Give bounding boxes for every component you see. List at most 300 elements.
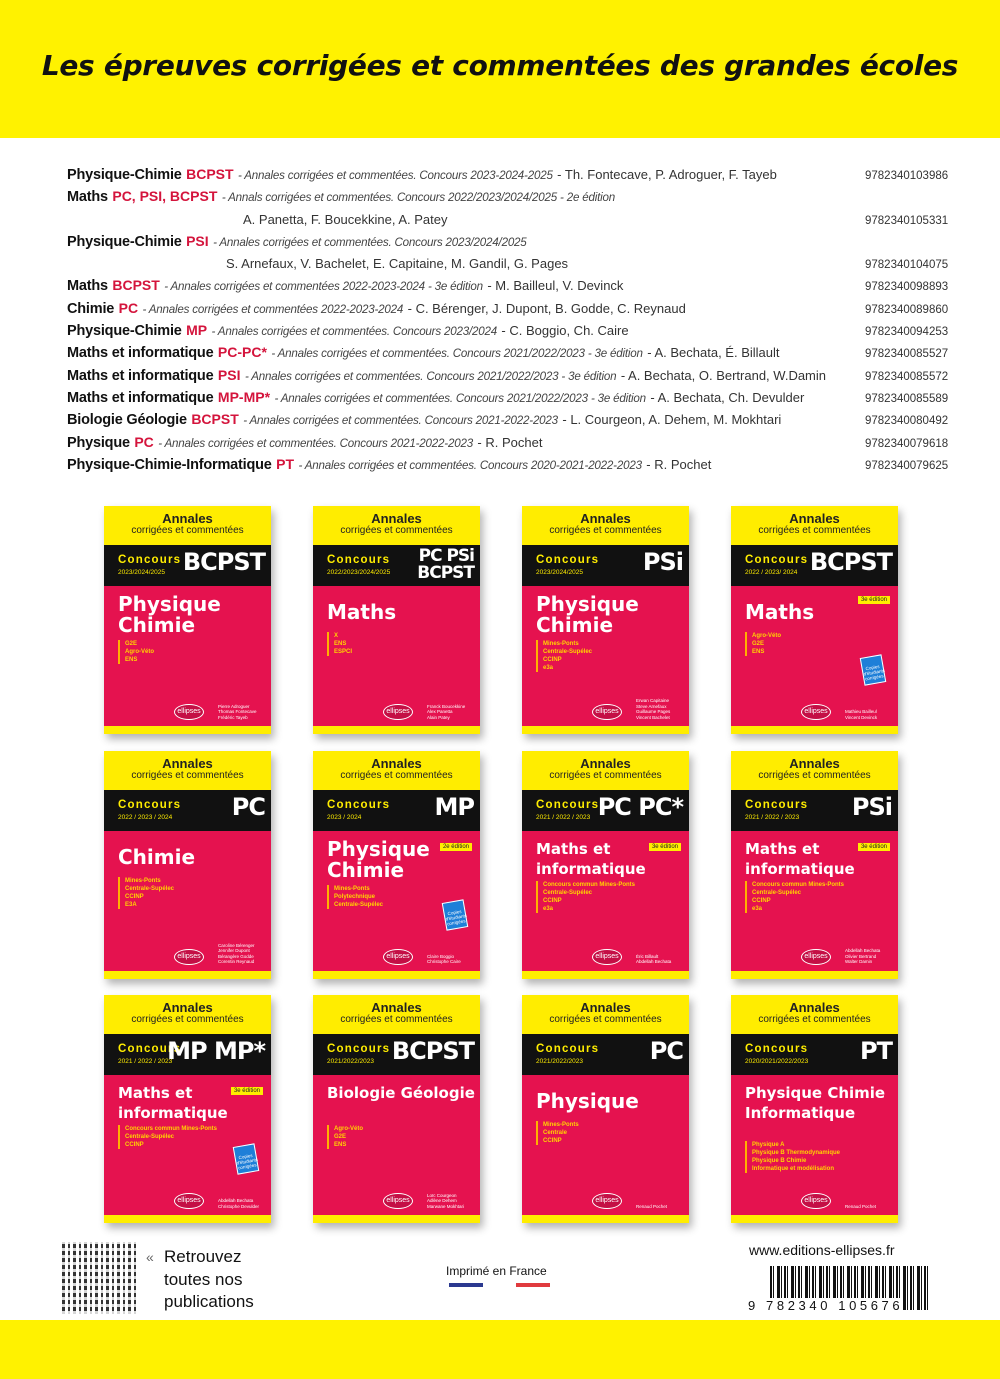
cover-subtitle: corrigées et commentées xyxy=(758,1014,871,1025)
school: CCINP xyxy=(543,1138,562,1144)
cover-schools xyxy=(536,1121,579,1145)
cover-title: Maths et informatique xyxy=(745,839,855,878)
cover-header xyxy=(731,506,898,545)
author: Abdellah Bechata xyxy=(218,1198,254,1203)
cover-band xyxy=(522,790,689,831)
description: - Annales corrigées et commentées. Concours 2021/2022/2023 - 3e édition xyxy=(244,369,617,383)
list-row xyxy=(67,322,947,344)
cover-authors xyxy=(845,1204,895,1210)
copies-badge: Copies d'étudiants corrigées xyxy=(233,1143,260,1174)
series: PSI xyxy=(186,232,209,249)
cover-concours: Concours xyxy=(536,798,600,811)
list-row-text xyxy=(67,277,865,295)
cover-series: BCPST xyxy=(182,548,265,576)
cover-header xyxy=(313,995,480,1034)
list-row xyxy=(67,344,947,366)
book-cover[interactable] xyxy=(522,506,689,734)
cover-schools xyxy=(118,877,174,909)
cover-header xyxy=(731,995,898,1034)
author: Caroline Bérenger xyxy=(218,942,255,948)
cover-bottom-strip xyxy=(104,971,271,979)
authors: A. Panetta, F. Boucekkine, A. Patey xyxy=(243,211,448,227)
description: - Annales corrigées et commentées. Concours 2023/2024/2025 xyxy=(213,235,527,249)
author: Jennifer Dupont xyxy=(218,948,250,953)
school: Agro-Véto xyxy=(125,649,154,655)
series: BCPST xyxy=(186,166,234,182)
cover-bottom-strip xyxy=(522,971,689,979)
cover-header xyxy=(522,751,689,790)
book-title: Physique xyxy=(67,434,130,451)
school: ENS xyxy=(752,649,765,655)
cover-authors xyxy=(845,709,895,720)
cover-header xyxy=(522,995,689,1034)
isbn: 9782340098893 xyxy=(865,281,949,294)
ellipses-logo: ellipses xyxy=(174,704,204,720)
book-cover[interactable] xyxy=(731,995,898,1223)
cover-concours: Concours xyxy=(745,554,809,566)
cover-annales: Annales xyxy=(789,755,840,771)
cover-title: Biologie Géologie xyxy=(327,1084,475,1102)
author: Guillaume Pages xyxy=(636,709,671,714)
page-title: Les épreuves corrigées et commentées des grandes écoles xyxy=(41,48,959,82)
cover-concours: Concours xyxy=(118,1043,182,1055)
cover-series: PC PSi BCPST xyxy=(417,546,474,583)
cover-years: 2021/2022/2023 xyxy=(327,1058,374,1065)
cover-concours: Concours xyxy=(745,1043,809,1055)
cover-title: Physique Chimie xyxy=(118,592,221,637)
series: PC-PC* xyxy=(217,344,267,361)
isbn: 9782340085589 xyxy=(865,392,949,405)
ellipses-logo: ellipses xyxy=(383,949,413,965)
cover-bottom-strip xyxy=(313,971,480,979)
cover-annales: Annales xyxy=(789,1000,840,1015)
school: Physique B Thermodynamique xyxy=(752,1150,841,1156)
cover-header xyxy=(731,751,898,790)
cover-band xyxy=(104,1034,271,1075)
author: Vincent Bachelet xyxy=(636,714,670,720)
author: Bérangère Godde xyxy=(218,953,254,959)
cover-schools xyxy=(536,640,592,672)
cover-band xyxy=(522,1034,689,1075)
authors: - A. Bechata, O. Bertrand, W.Damin xyxy=(620,367,827,383)
cover-concours: Concours xyxy=(118,798,182,811)
book-cover[interactable] xyxy=(731,751,898,979)
cover-years: 2021/2022/2023 xyxy=(536,1058,583,1065)
ellipses-logo: ellipses xyxy=(174,1193,204,1209)
list-row-text xyxy=(67,456,865,474)
school: Centrale-Supélec xyxy=(125,1134,175,1140)
list-row xyxy=(67,233,947,255)
school: Concours commun Mines-Ponts xyxy=(125,1126,218,1132)
cover-schools xyxy=(118,1125,217,1149)
author: Walter Damin xyxy=(845,959,873,964)
list-row xyxy=(67,255,947,277)
cover-band xyxy=(104,790,271,831)
cover-authors xyxy=(427,704,477,721)
cover-subtitle: corrigées et commentées xyxy=(758,525,871,536)
description: - Annales corrigées et commentées. Concours 2020-2021-2022-2023 xyxy=(298,458,642,472)
school: Concours commun Mines-Ponts xyxy=(752,881,845,888)
series: PT xyxy=(276,455,295,472)
flag-blue-bar xyxy=(449,1283,483,1287)
cover-schools xyxy=(536,881,635,913)
list-row xyxy=(67,300,947,322)
cover-years: 2022/2023/2024/2025 xyxy=(327,569,391,576)
author: Renaud Pochet xyxy=(845,1203,877,1209)
school: Concours commun Mines-Ponts xyxy=(543,881,636,888)
list-row-text xyxy=(67,255,865,273)
list-row-text xyxy=(67,166,865,184)
cover-bottom-strip xyxy=(522,726,689,734)
cover-subtitle: corrigées et commentées xyxy=(131,525,244,536)
printed-in-france: Imprimé en France xyxy=(446,1264,547,1278)
cover-title: Physique xyxy=(536,1089,639,1113)
cover-authors xyxy=(218,704,268,721)
cover-concours: Concours xyxy=(327,1043,391,1055)
cover-annales: Annales xyxy=(371,1000,422,1015)
cover-annales: Annales xyxy=(371,511,422,526)
book-cover[interactable] xyxy=(522,751,689,979)
cover-concours: Concours xyxy=(745,798,809,811)
author: Steve Arnefaux xyxy=(636,703,667,709)
book-cover[interactable] xyxy=(313,506,480,734)
cover-series: PC xyxy=(231,792,265,821)
cover-concours: Concours xyxy=(327,554,391,566)
cover-bottom-strip xyxy=(104,726,271,734)
cover-years: 2023 / 2024 xyxy=(327,813,362,821)
cover-series: PSi xyxy=(642,548,683,576)
double-chevron-left-icon: « xyxy=(146,1249,154,1265)
list-row-text xyxy=(67,322,865,340)
cover-annales: Annales xyxy=(789,511,840,526)
list-row xyxy=(67,389,947,411)
author: Mathieu Bailleul xyxy=(845,709,877,714)
book-title: Maths et informatique xyxy=(67,389,214,406)
cover-band xyxy=(522,545,689,586)
cover-band xyxy=(104,545,271,586)
copies-badge: Copies d'étudiants corrigées xyxy=(860,654,887,685)
list-row-text xyxy=(67,344,865,362)
cover-annales: Annales xyxy=(580,511,631,526)
series: MP-MP* xyxy=(217,388,271,405)
cover-concours: Concours xyxy=(536,554,600,566)
cover-header xyxy=(313,506,480,545)
description: - Annales corrigées et commentées. Concours 2023-2024-2025 xyxy=(238,169,553,182)
description: - Annales corrigées et commentées 2022-2023-2024 xyxy=(142,302,404,316)
list-row xyxy=(67,166,947,188)
book-title: Maths et informatique xyxy=(67,345,214,362)
school: e3a xyxy=(543,905,554,912)
authors: - M. Bailleul, V. Devinck xyxy=(487,278,624,294)
cover-schools xyxy=(327,632,352,656)
copies-badge: Copies d'étudiants corrigées xyxy=(442,899,469,930)
cover-series: MP MP* xyxy=(167,1037,265,1065)
retrouvez-line: toutes nos xyxy=(164,1269,243,1289)
school: Centrale-Supélec xyxy=(752,889,802,896)
cover-title: Chimie xyxy=(118,844,196,869)
book-cover[interactable] xyxy=(104,506,271,734)
list-row-text xyxy=(67,300,865,318)
list-row-text xyxy=(67,188,865,206)
cover-bottom-strip xyxy=(313,1215,480,1223)
cover-years: 2022 / 2023 / 2024 xyxy=(118,813,173,821)
list-row-text xyxy=(67,211,865,229)
footer-band xyxy=(0,1320,1000,1379)
isbn: 9782340079618 xyxy=(865,437,949,450)
series: PC xyxy=(118,299,139,316)
ellipses-logo: ellipses xyxy=(801,1193,831,1209)
ellipses-logo: ellipses xyxy=(383,704,413,720)
cover-annales: Annales xyxy=(371,755,422,771)
cover-subtitle: corrigées et commentées xyxy=(340,525,453,536)
book-title: Physique-Chimie xyxy=(67,233,182,250)
cover-years: 2023/2024/2025 xyxy=(118,569,165,576)
school: CCINP xyxy=(752,897,771,904)
isbn: 9782340103986 xyxy=(865,170,949,182)
edition-badge: 2e édition xyxy=(440,843,472,851)
list-row-text xyxy=(67,411,865,429)
edition-badge: 3e édition xyxy=(649,843,681,851)
cover-bottom-strip xyxy=(104,1215,271,1223)
author: Thomas Fontecave xyxy=(218,709,257,714)
school: Mines-Ponts xyxy=(125,877,161,884)
author: Franck Boucekkine xyxy=(427,703,466,709)
school: Polytechnique xyxy=(334,893,376,900)
school: G2E xyxy=(752,641,765,647)
book-title: Maths xyxy=(67,278,108,295)
author: Marwane Mokhtari xyxy=(427,1203,465,1209)
book-title: Biologie Géologie xyxy=(67,412,187,429)
cover-years: 2022 / 2023/ 2024 xyxy=(745,569,798,576)
cover-band xyxy=(313,1034,480,1075)
list-row xyxy=(67,411,947,433)
cover-years: 2023/2024/2025 xyxy=(536,569,583,576)
author: Abdellah Bechata xyxy=(636,959,672,964)
cover-band xyxy=(313,790,480,831)
author: Abdellah Bechata xyxy=(845,948,881,953)
cover-bottom-strip xyxy=(731,971,898,979)
cover-years: 2021 / 2022 / 2023 xyxy=(745,813,800,821)
list-row xyxy=(67,211,947,233)
school: Physique A xyxy=(752,1142,785,1148)
ellipses-logo: ellipses xyxy=(592,704,622,720)
author: Pierre Adroguer xyxy=(218,703,250,709)
qr-code[interactable] xyxy=(62,1242,136,1314)
cover-authors xyxy=(636,698,686,720)
author: Corentin Reynaud xyxy=(218,959,255,964)
school: Centrale-Supélec xyxy=(125,885,175,892)
list-row-text xyxy=(67,434,865,452)
book-title: Maths xyxy=(67,189,108,206)
cover-header xyxy=(104,751,271,790)
isbn: 9782340080492 xyxy=(865,415,949,428)
cover-header xyxy=(104,506,271,545)
authors: - C. Bérenger, J. Dupont, B. Godde, C. Reynaud xyxy=(407,300,686,316)
cover-concours: Concours xyxy=(118,554,182,566)
author: Claire Boggio xyxy=(427,953,455,959)
book-title: Physique-Chimie-Informatique xyxy=(67,456,272,473)
cover-years: 2020/2021/2022/2023 xyxy=(745,1058,809,1065)
ellipses-logo: ellipses xyxy=(801,949,831,965)
list-row xyxy=(67,188,947,210)
authors: - Th. Fontecave, P. Adroguer, F. Tayeb xyxy=(557,167,777,182)
ellipses-logo: ellipses xyxy=(592,949,622,965)
retrouvez-line: Retrouvez xyxy=(164,1247,242,1266)
author: Adlène Dehem xyxy=(427,1198,457,1203)
book-cover[interactable] xyxy=(104,995,271,1223)
authors: - A. Bechata, Ch. Devulder xyxy=(650,389,805,405)
cover-schools xyxy=(745,881,844,913)
book-cover[interactable] xyxy=(522,995,689,1223)
school: CCINP xyxy=(125,1142,144,1148)
isbn: 9782340105331 xyxy=(865,214,949,227)
cover-authors xyxy=(218,943,268,965)
series: PC, PSI, BCPST xyxy=(112,188,218,205)
list-row xyxy=(67,367,947,389)
school: Centrale-Supélec xyxy=(543,649,593,655)
cover-annales: Annales xyxy=(162,1000,213,1015)
cover-subtitle: corrigées et commentées xyxy=(340,769,453,781)
cover-series: PC xyxy=(649,1037,683,1065)
cover-band xyxy=(731,545,898,586)
website-url[interactable]: www.editions-ellipses.fr xyxy=(749,1242,895,1258)
edition-badge: 3e édition xyxy=(858,596,890,604)
school: Mines-Ponts xyxy=(543,641,579,647)
description: - Annales corrigées et commentées. Concours 2023/2024 xyxy=(211,325,497,339)
edition-badge: 3e édition xyxy=(858,843,890,851)
school: ENS xyxy=(125,657,138,663)
list-row-text xyxy=(67,233,865,251)
cover-bottom-strip xyxy=(313,726,480,734)
list-row xyxy=(67,456,947,478)
authors: - R. Pochet xyxy=(646,456,712,472)
cover-band xyxy=(731,1034,898,1075)
school: ESPCI xyxy=(334,649,353,655)
author: Alain Patey xyxy=(427,714,450,720)
authors: - L. Courgeon, A. Dehem, M. Mokhtari xyxy=(562,412,782,428)
cover-authors xyxy=(427,954,477,965)
cover-title: Maths et informatique xyxy=(118,1084,228,1122)
school: G2E xyxy=(125,641,138,647)
cover-series: PSi xyxy=(851,792,892,821)
flag-red-bar xyxy=(516,1283,550,1287)
list-row-text xyxy=(67,367,865,385)
author: Alex Panetta xyxy=(427,709,453,714)
book-title: Chimie xyxy=(67,300,115,317)
author: Christophe Devulder xyxy=(218,1203,260,1209)
cover-bottom-strip xyxy=(731,726,898,734)
book-cover[interactable] xyxy=(313,995,480,1223)
description: - Annales corrigées et commentées. Concours 2021-2022-2023 xyxy=(243,414,558,428)
cover-subtitle: corrigées et commentées xyxy=(131,769,244,781)
author: Christophe Caire xyxy=(427,959,461,964)
cover-schools xyxy=(745,632,781,656)
school: X xyxy=(334,633,339,639)
cover-annales: Annales xyxy=(162,511,213,526)
cover-authors xyxy=(427,1193,477,1210)
cover-subtitle: corrigées et commentées xyxy=(549,1014,662,1025)
retrouvez-text xyxy=(146,1246,254,1314)
school: Physique B Chimie xyxy=(752,1158,807,1164)
isbn: 9782340094253 xyxy=(865,326,949,339)
book-list xyxy=(67,166,947,478)
cover-subtitle: corrigées et commentées xyxy=(758,769,871,781)
book-title: Physique-Chimie xyxy=(67,167,182,183)
cover-series: BCPST xyxy=(809,548,892,576)
cover-schools xyxy=(327,1125,363,1149)
series: MP xyxy=(186,322,208,339)
cover-title: Maths et informatique xyxy=(536,839,646,878)
book-cover[interactable] xyxy=(731,506,898,734)
series: PC xyxy=(134,433,154,450)
cover-subtitle: corrigées et commentées xyxy=(549,525,662,536)
series: BCPST xyxy=(191,411,239,428)
description: - Annales corrigées et commentées. Concours 2021/2022/2023 - 3e édition xyxy=(271,347,643,361)
cover-band xyxy=(731,790,898,831)
book-cover[interactable] xyxy=(104,751,271,979)
cover-header xyxy=(313,751,480,790)
author: Olivier Bertrand xyxy=(845,953,877,959)
cover-years: 2021 / 2022 / 2023 xyxy=(536,813,591,821)
book-cover[interactable] xyxy=(313,751,480,979)
cover-series: PT xyxy=(860,1037,892,1065)
cover-annales: Annales xyxy=(162,755,213,771)
school: Mines-Ponts xyxy=(334,885,370,892)
barcode-number xyxy=(748,1298,903,1313)
list-row-text xyxy=(67,389,865,407)
cover-title: Physique Chimie xyxy=(327,836,430,882)
school: Agro-Véto xyxy=(752,633,781,639)
cover-subtitle: corrigées et commentées xyxy=(549,769,662,781)
cover-bottom-strip xyxy=(731,1215,898,1223)
cover-schools xyxy=(745,1141,840,1173)
cover-grid xyxy=(104,506,898,1226)
school: E3A xyxy=(125,901,137,908)
author: Loïc Courgeon xyxy=(427,1192,457,1198)
cover-title: Maths xyxy=(745,600,815,624)
authors: - A. Bechata, É. Billault xyxy=(647,345,780,361)
description: - Annales corrigées et commentées. Concours 2021-2022-2023 xyxy=(158,436,473,450)
description: - Annales corrigées et commentées 2022-2023-2024 - 3e édition xyxy=(164,280,483,294)
cover-title: Physique Chimie xyxy=(536,592,639,637)
school: CCINP xyxy=(125,893,144,900)
author: Frédéric Tayeb xyxy=(218,714,248,720)
school: Centrale xyxy=(543,1130,568,1136)
header-band xyxy=(0,0,1000,138)
description: - Annals corrigées et commentées. Concours 2022/2023/2024/2025 - 2e édition xyxy=(221,191,616,205)
school: Centrale-Supélec xyxy=(334,901,384,908)
isbn: 9782340085527 xyxy=(865,348,949,361)
school: CCINP xyxy=(543,657,562,663)
cover-schools xyxy=(327,885,383,909)
cover-header xyxy=(104,995,271,1034)
ellipses-logo: ellipses xyxy=(174,949,204,965)
school: ENS xyxy=(334,1142,347,1148)
school: Agro-Véto xyxy=(334,1126,363,1132)
cover-subtitle: corrigées et commentées xyxy=(131,1014,244,1025)
school: Informatique et modélisation xyxy=(752,1166,835,1172)
isbn: 9782340089860 xyxy=(865,303,949,316)
school: e3a xyxy=(543,665,554,671)
cover-authors xyxy=(845,948,895,965)
description: - Annales corrigées et commentées. Concours 2021/2022/2023 - 3e édition xyxy=(274,391,646,405)
cover-header xyxy=(522,506,689,545)
retrouvez-line: publications xyxy=(164,1292,254,1311)
school: Centrale-Supélec xyxy=(543,889,593,896)
cover-authors xyxy=(218,1198,268,1209)
isbn: 9782340079625 xyxy=(865,459,949,472)
edition-badge: 3e édition xyxy=(231,1087,263,1095)
